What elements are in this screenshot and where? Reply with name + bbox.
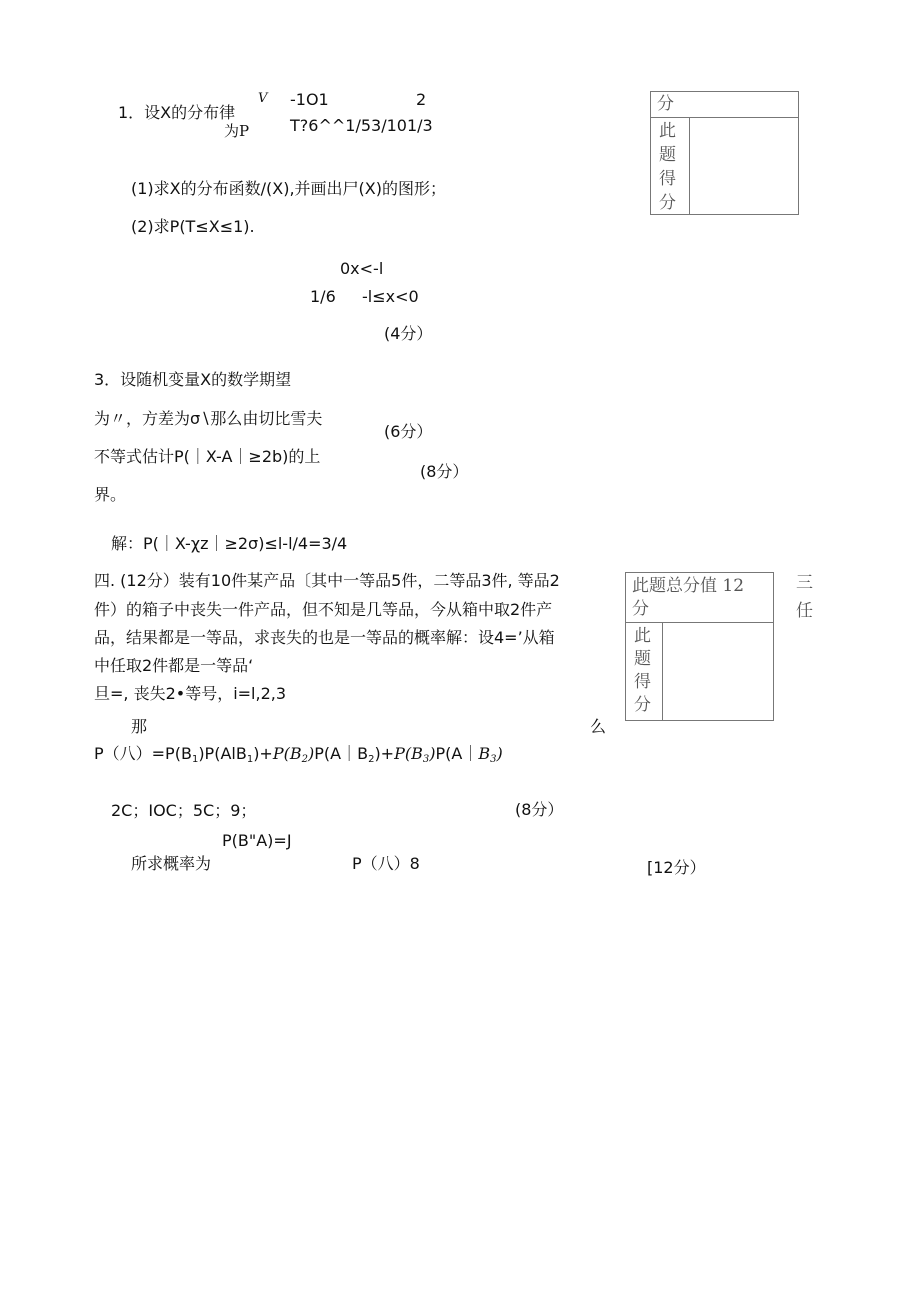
q1-answer-line2a: 1/6 — [310, 287, 336, 306]
q3-line1: 3．设随机变量X的数学期望 — [94, 370, 292, 389]
q3-line3: 不等式估计P(｜X-A｜≥2b)的上 — [94, 447, 321, 466]
q4-line1: 四. (12分）装有10件某产品〔其中一等品5件，二等品3件, 等品2 — [94, 571, 560, 590]
q4-line2: 件）的箱子中丧失一件产品，但不知是几等品，今从箱中取2件产 — [94, 600, 553, 619]
q4-line4: 中任取2件都是一等品‘ — [94, 656, 254, 675]
q4-total-probability-formula — [94, 746, 503, 765]
q1-part2: (2)求P(T≤X≤1). — [131, 217, 255, 236]
formula-part-1: P（八）=P(B — [94, 744, 192, 763]
formula-sub-4: 2 — [368, 754, 375, 765]
q1-wei-p: 为P — [224, 122, 250, 140]
q4-na: 那 — [131, 717, 148, 736]
q1-v-mark: V — [258, 91, 268, 106]
q3-score-6: (6分） — [384, 422, 433, 441]
q3-score-8: (8分） — [420, 462, 469, 481]
q3-line4: 界。 — [94, 485, 127, 504]
edge-char-san: 三 — [796, 573, 813, 593]
q1-probs: T?6^^1/53/101/3 — [290, 116, 433, 135]
score-box-1-char-3: 得 — [659, 169, 676, 189]
q1-answer-line1: 0x<-l — [340, 259, 384, 278]
formula-italic-1: P(B — [272, 744, 302, 763]
q1-values: -1O1 — [290, 90, 329, 109]
q1-two: 2 — [416, 90, 427, 109]
q4-score-12: [12分） — [647, 858, 706, 877]
formula-part-5: )+ — [374, 744, 395, 763]
q4-score-8: (8分） — [515, 800, 564, 819]
score-box-2-char-1: 此 — [634, 626, 651, 646]
formula-part-3: )+ — [253, 744, 273, 763]
formula-italic-3b: ) — [496, 744, 503, 763]
q4-final-label: 所求概率为 — [131, 854, 212, 873]
score-box-1-char-4: 分 — [659, 193, 676, 213]
score-box-2-char-3: 得 — [634, 672, 651, 692]
score-box-1-header: 分 — [657, 94, 674, 114]
q1-answer-line2b: -l≤x<0 — [362, 287, 419, 306]
score-box-2 — [625, 572, 774, 721]
score-box-1-divider — [689, 118, 690, 215]
q4-pba: P(B"A)=J — [222, 831, 292, 850]
score-box-1 — [650, 91, 799, 215]
score-box-2-char-2: 题 — [634, 649, 651, 669]
formula-sub-1: 1 — [191, 754, 199, 765]
q3-solution: 解：P(｜X-χz｜≥2σ)≤l-l∕4=3∕4 — [111, 534, 348, 553]
formula-part-2: )P(AlB — [198, 744, 247, 763]
formula-italic-1b: ) — [307, 744, 315, 763]
q4-final-value: P（八）8 — [352, 854, 420, 873]
score-box-2-header2: 分 — [632, 599, 649, 619]
score-box-2-divider — [662, 623, 663, 721]
formula-sub-5: 3 — [422, 754, 430, 765]
q4-me: 么 — [590, 717, 607, 736]
formula-italic-2b: ) — [429, 744, 436, 763]
formula-italic-2: P(B — [394, 744, 423, 763]
q1-line1: 1．设X的分布律 — [118, 103, 236, 122]
score-box-2-header: 此题总分值 12 — [632, 576, 745, 596]
formula-italic-3: B — [478, 744, 491, 763]
q4-line3: 品，结果都是一等品，求丧失的也是一等品的概率解：设4=’从箱 — [94, 628, 555, 647]
q4-line5: 旦=, 丧失2•等号，i=l,2,3 — [94, 684, 287, 703]
formula-part-4: P(A｜B — [314, 744, 369, 763]
score-box-2-char-4: 分 — [634, 695, 651, 715]
score-box-1-char-2: 题 — [659, 145, 676, 165]
edge-char-ren: 任 — [796, 601, 813, 621]
formula-part-6: P(A｜ — [435, 744, 479, 763]
q1-score-4: (4分） — [384, 324, 433, 343]
q4-combinations: 2C；IOC；5C；9； — [111, 801, 257, 820]
formula-sub-6: 3 — [490, 754, 497, 765]
formula-sub-3: 2 — [301, 754, 308, 765]
formula-sub-2: 1 — [246, 754, 254, 765]
q3-line2: 为〃，方差为σ∖那么由切比雪夫 — [94, 409, 323, 428]
score-box-1-char-1: 此 — [659, 121, 676, 141]
q1-part1: (1)求X的分布函数/(X),并画出尸(X)的图形； — [131, 179, 446, 198]
